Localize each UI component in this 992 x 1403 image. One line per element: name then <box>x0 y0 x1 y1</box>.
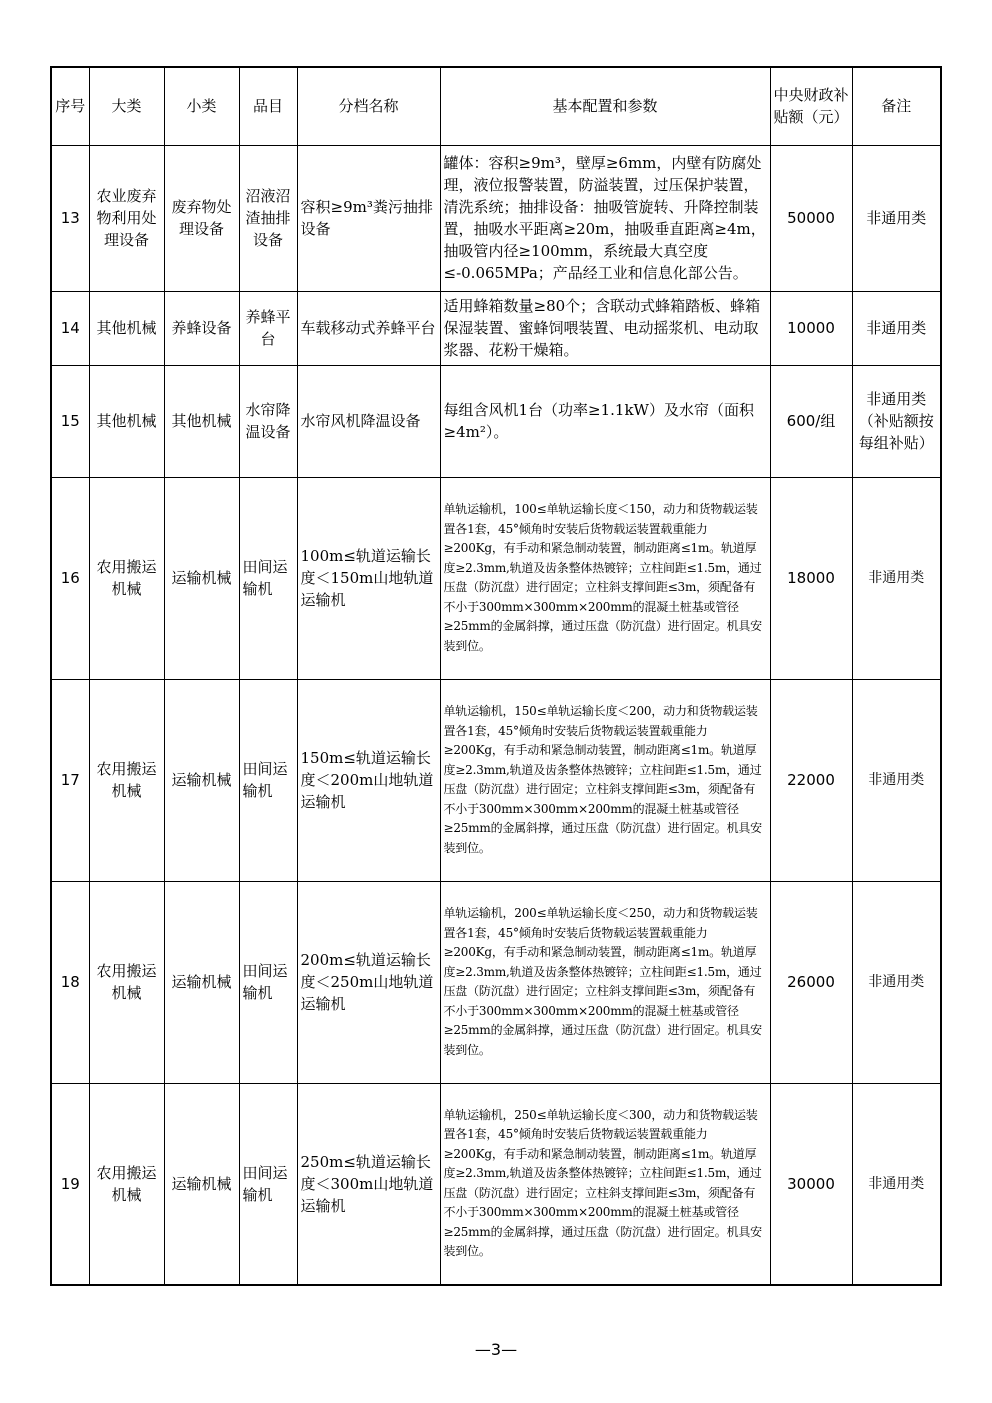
table-row <box>51 881 941 1083</box>
row-seq: 13 <box>51 145 89 291</box>
header-tier-name: 分档名称 <box>297 67 440 145</box>
page-number: —3— <box>474 1340 518 1359</box>
subsidy-table <box>50 66 942 1286</box>
row-category: 农用搬运机械 <box>89 477 164 679</box>
row-config: 单轨运输机，250≤单轨运输长度＜300，动力和货物载运装置各1套，45°倾角时安装后货物载运装置载重能力≥200Kg，有手动和紧急制动装置，制动距离≤1m。轨道厚度≥2.3mm,轨道及齿条整体热镀锌；立柱间距≤1.5m，通过压盘（防沉盘）进行固定；立柱斜支撑间距≤3m，须配备有不小于300mm×300mm×200mm的混凝土桩基或管径≥25mm的金属斜撑，通过压盘（防沉盘）进行固定。机具安装到位。 <box>440 1083 770 1285</box>
table-row <box>51 291 941 365</box>
row-category: 农用搬运机械 <box>89 1083 164 1285</box>
row-seq: 14 <box>51 291 89 365</box>
row-tier-name: 容积≥9m³粪污抽排设备 <box>297 145 440 291</box>
row-item: 田间运输机 <box>239 679 297 881</box>
row-config: 单轨运输机，100≤单轨运输长度＜150，动力和货物载运装置各1套，45°倾角时安装后货物载运装置载重能力≥200Kg，有手动和紧急制动装置，制动距离≤1m。轨道厚度≥2.3mm,轨道及齿条整体热镀锌；立柱间距≤1.5m，通过压盘（防沉盘）进行固定；立柱斜支撑间距≤3m，须配备有不小于300mm×300mm×200mm的混凝土桩基或管径≥25mm的金属斜撑，通过压盘（防沉盘）进行固定。机具安装到位。 <box>440 477 770 679</box>
header-remark: 备注 <box>852 67 941 145</box>
row-remark: 非通用类 <box>852 881 941 1083</box>
row-remark: 非通用类 <box>852 679 941 881</box>
row-subsidy: 18000 <box>770 477 852 679</box>
row-seq: 17 <box>51 679 89 881</box>
row-item: 沼液沼渣抽排设备 <box>239 145 297 291</box>
row-tier-name: 150m≤轨道运输长度＜200m山地轨道运输机 <box>297 679 440 881</box>
row-config: 单轨运输机，150≤单轨运输长度＜200，动力和货物载运装置各1套，45°倾角时安装后货物载运装置载重能力≥200Kg，有手动和紧急制动装置，制动距离≤1m。轨道厚度≥2.3mm,轨道及齿条整体热镀锌；立柱间距≤1.5m，通过压盘（防沉盘）进行固定；立柱斜支撑间距≤3m，须配备有不小于300mm×300mm×200mm的混凝土桩基或管径≥25mm的金属斜撑，通过压盘（防沉盘）进行固定。机具安装到位。 <box>440 679 770 881</box>
row-subcategory: 运输机械 <box>164 1083 239 1285</box>
header-row <box>51 67 941 145</box>
table-row <box>51 365 941 477</box>
row-remark: 非通用类 <box>852 1083 941 1285</box>
row-item: 水帘降温设备 <box>239 365 297 477</box>
row-subcategory: 其他机械 <box>164 365 239 477</box>
table-row <box>51 679 941 881</box>
row-subsidy: 600/组 <box>770 365 852 477</box>
row-subcategory: 养蜂设备 <box>164 291 239 365</box>
row-item: 养蜂平台 <box>239 291 297 365</box>
row-item: 田间运输机 <box>239 881 297 1083</box>
header-seq: 序号 <box>51 67 89 145</box>
row-config: 每组含风机1台（功率≥1.1kW）及水帘（面积≥4m²）。 <box>440 365 770 477</box>
table-row <box>51 145 941 291</box>
row-seq: 16 <box>51 477 89 679</box>
table-row <box>51 477 941 679</box>
row-category: 其他机械 <box>89 291 164 365</box>
row-item: 田间运输机 <box>239 477 297 679</box>
header-subsidy: 中央财政补贴额（元） <box>770 67 852 145</box>
row-tier-name: 水帘风机降温设备 <box>297 365 440 477</box>
row-seq: 18 <box>51 881 89 1083</box>
row-category: 其他机械 <box>89 365 164 477</box>
row-subcategory: 运输机械 <box>164 881 239 1083</box>
row-seq: 15 <box>51 365 89 477</box>
row-tier-name: 车载移动式养蜂平台 <box>297 291 440 365</box>
row-subsidy: 50000 <box>770 145 852 291</box>
row-remark: 非通用类 <box>852 145 941 291</box>
header-category: 大类 <box>89 67 164 145</box>
row-category: 农业废弃物利用处理设备 <box>89 145 164 291</box>
row-subsidy: 22000 <box>770 679 852 881</box>
header-item: 品目 <box>239 67 297 145</box>
row-seq: 19 <box>51 1083 89 1285</box>
row-tier-name: 250m≤轨道运输长度＜300m山地轨道运输机 <box>297 1083 440 1285</box>
row-subcategory: 废弃物处理设备 <box>164 145 239 291</box>
row-subcategory: 运输机械 <box>164 477 239 679</box>
row-tier-name: 200m≤轨道运输长度＜250m山地轨道运输机 <box>297 881 440 1083</box>
row-subsidy: 30000 <box>770 1083 852 1285</box>
table-row <box>51 1083 941 1285</box>
row-remark: 非通用类（补贴额按每组补贴） <box>852 365 941 477</box>
row-category: 农用搬运机械 <box>89 679 164 881</box>
row-config: 适用蜂箱数量≥80个；含联动式蜂箱踏板、蜂箱保湿装置、蜜蜂饲喂装置、电动摇浆机、电动取浆器、花粉干燥箱。 <box>440 291 770 365</box>
header-subcategory: 小类 <box>164 67 239 145</box>
row-subsidy: 10000 <box>770 291 852 365</box>
row-remark: 非通用类 <box>852 477 941 679</box>
row-config: 单轨运输机，200≤单轨运输长度＜250，动力和货物载运装置各1套，45°倾角时安装后货物载运装置载重能力≥200Kg，有手动和紧急制动装置，制动距离≤1m。轨道厚度≥2.3mm,轨道及齿条整体热镀锌；立柱间距≤1.5m，通过压盘（防沉盘）进行固定；立柱斜支撑间距≤3m，须配备有不小于300mm×300mm×200mm的混凝土桩基或管径≥25mm的金属斜撑，通过压盘（防沉盘）进行固定。机具安装到位。 <box>440 881 770 1083</box>
row-category: 农用搬运机械 <box>89 881 164 1083</box>
row-item: 田间运输机 <box>239 1083 297 1285</box>
row-subcategory: 运输机械 <box>164 679 239 881</box>
header-config: 基本配置和参数 <box>440 67 770 145</box>
row-remark: 非通用类 <box>852 291 941 365</box>
row-tier-name: 100m≤轨道运输长度＜150m山地轨道运输机 <box>297 477 440 679</box>
row-config: 罐体：容积≥9m³，壁厚≥6mm，内壁有防腐处理，液位报警装置，防溢装置，过压保护装置，清洗系统；抽排设备：抽吸管旋转、升降控制装置，抽吸水平距离≥20m，抽吸垂直距离≥4m，抽吸管内径≥100mm，系统最大真空度≤-0.065MPa；产品经工业和信息化部公告。 <box>440 145 770 291</box>
row-subsidy: 26000 <box>770 881 852 1083</box>
